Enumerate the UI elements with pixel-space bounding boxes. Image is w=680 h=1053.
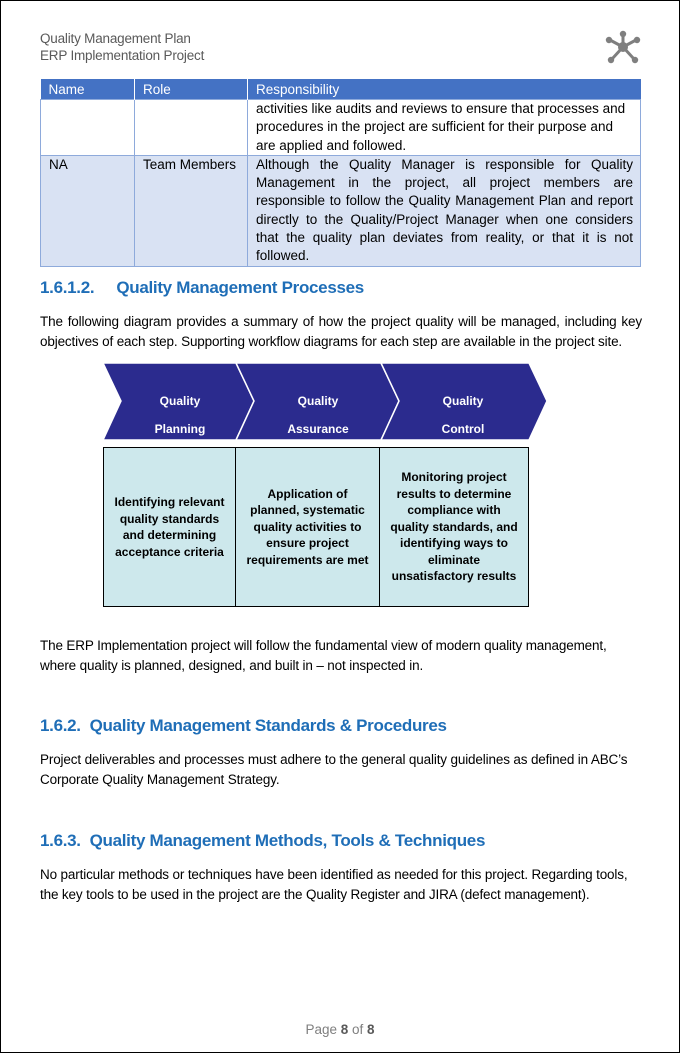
section-title: Quality Management Methods, Tools & Techniques <box>89 831 486 850</box>
closing-paragraph: The ERP Implementation project will follow the fundamental view of modern quality management, where quality is planned, designed, and built in – not inspected in. <box>40 638 607 673</box>
page-of: of <box>352 1022 364 1037</box>
section-number: 1.6.2. <box>40 716 81 735</box>
section-number: 1.6.3. <box>40 831 81 850</box>
section-intro-paragraph: The following diagram provides a summary of how the project quality will be managed, including key objectives of each step. Supporting workflow diagrams for each step are available in the project site. <box>40 314 642 349</box>
step-description-planning: Identifying relevant quality standards and determining acceptance criteria <box>103 447 236 607</box>
page-current: 8 <box>340 1022 349 1037</box>
section-heading-162 <box>40 716 447 736</box>
page-prefix: Page <box>305 1022 337 1037</box>
section-title: Quality Management Standards & Procedures <box>89 716 447 735</box>
cell-responsibility: activities like audits and reviews to ensure that processes and procedures in the project are sufficient for their purpose and are applied and followed. <box>248 100 641 156</box>
step-description-assurance: Application of planned, systematic quality activities to ensure project requirements are met <box>235 447 380 607</box>
cell-role: Team Members <box>135 155 248 266</box>
step-label-control-line2: Control <box>441 422 485 436</box>
step-label-planning-line2: Planning <box>154 422 206 436</box>
quality-process-diagram <box>0 0 680 460</box>
step-label-assurance-line1: Quality <box>297 394 339 408</box>
section-heading-163 <box>40 831 485 851</box>
step-label-assurance-line2: Assurance <box>287 422 349 436</box>
page-footer <box>0 1022 680 1037</box>
section-number: 1.6.1.2. <box>40 278 95 297</box>
section-title: Quality Management Processes <box>116 278 364 297</box>
step-label-planning-line1: Quality <box>159 394 201 408</box>
column-header-name: Name <box>41 79 135 100</box>
cell-responsibility: Although the Quality Manager is responsible for Quality Management in the project, all project members are responsible to follow the Quality Management Plan and report directly to the Quality/Project Manager when one considers that the quality plan deviates from reality, or that it is not followed. <box>248 155 641 266</box>
header-title: Quality Management Plan <box>40 31 191 46</box>
section-162-body: Project deliverables and processes must adhere to the general quality guidelines as defined in ABC’s Corporate Quality Management Strategy. <box>40 752 628 787</box>
step-label-control-line1: Quality <box>442 394 484 408</box>
step-description-control: Monitoring project results to determine compliance with quality standards, and identifying ways to eliminate unsatisfactory results <box>379 447 529 607</box>
section-163-body: No particular methods or techniques have been identified as needed for this project. Regarding tools, the key tools to be used in the project are the Quality Register and JIRA (defect management). <box>40 867 628 902</box>
cell-name: NA <box>41 155 135 266</box>
column-header-role: Role <box>135 79 248 100</box>
column-header-responsibility: Responsibility <box>248 79 641 100</box>
header-subtitle: ERP Implementation Project <box>40 48 205 63</box>
page-total: 8 <box>367 1022 375 1037</box>
